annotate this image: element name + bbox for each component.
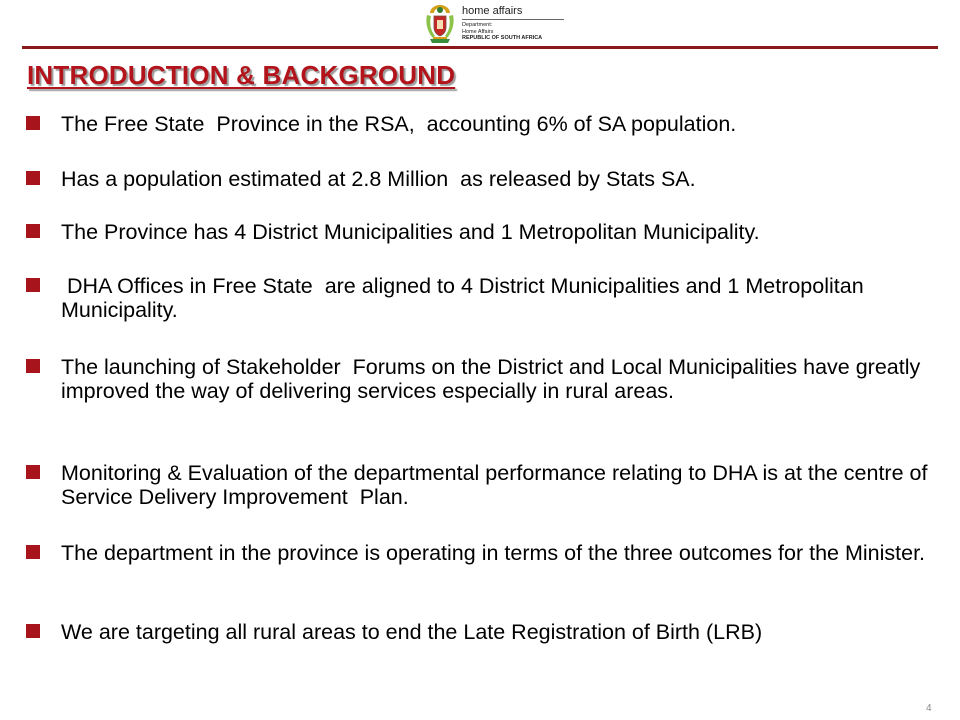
bullet-text: The Province has 4 District Municipalities and 1 Metropolitan Municipality.: [61, 220, 760, 244]
bullet-text: Has a population estimated at 2.8 Million as released by Stats SA.: [61, 167, 696, 191]
logo-sub-line: Department:: [462, 22, 493, 28]
square-bullet-icon: [26, 624, 40, 638]
coat-of-arms-icon: [424, 3, 456, 45]
bullet-text: We are targeting all rural areas to end the Late Registration of Birth (LRB): [61, 620, 763, 644]
header-divider: [22, 46, 938, 49]
bullet-text: The launching of Stakeholder Forums on the District and Local Municipalities have greatly improved the way of delivering services especially in rural areas.: [61, 355, 927, 403]
home-affairs-logo: [424, 3, 564, 45]
square-bullet-icon: [26, 359, 40, 373]
square-bullet-icon: [26, 465, 40, 479]
logo-divider: [462, 19, 564, 20]
bullet-text: The Free State Province in the RSA, accounting 6% of SA population.: [61, 112, 737, 136]
logo-sub-line: Home Affairs: [462, 28, 494, 35]
logo-name: home affairs: [462, 5, 523, 17]
logo-sub-line: REPUBLIC OF SOUTH AFRICA: [462, 35, 543, 41]
slide-title: INTRODUCTION & BACKGROUND: [27, 60, 456, 90]
logo-wordmark: [462, 5, 566, 42]
bullet-text: The department in the province is operating in terms of the three outcomes for the Minister.: [61, 541, 926, 565]
square-bullet-icon: [26, 224, 40, 238]
bullet-text: Monitoring & Evaluation of the departmental performance relating to DHA is at the centre of Service Delivery Improvement Plan.: [61, 461, 934, 509]
page-number: 4: [926, 703, 932, 714]
square-bullet-icon: [26, 116, 40, 130]
square-bullet-icon: [26, 171, 40, 185]
bullet-text: DHA Offices in Free State are aligned to 4 District Municipalities and 1 Metropolitan Municipality.: [61, 274, 870, 322]
square-bullet-icon: [26, 545, 40, 559]
square-bullet-icon: [26, 278, 40, 292]
